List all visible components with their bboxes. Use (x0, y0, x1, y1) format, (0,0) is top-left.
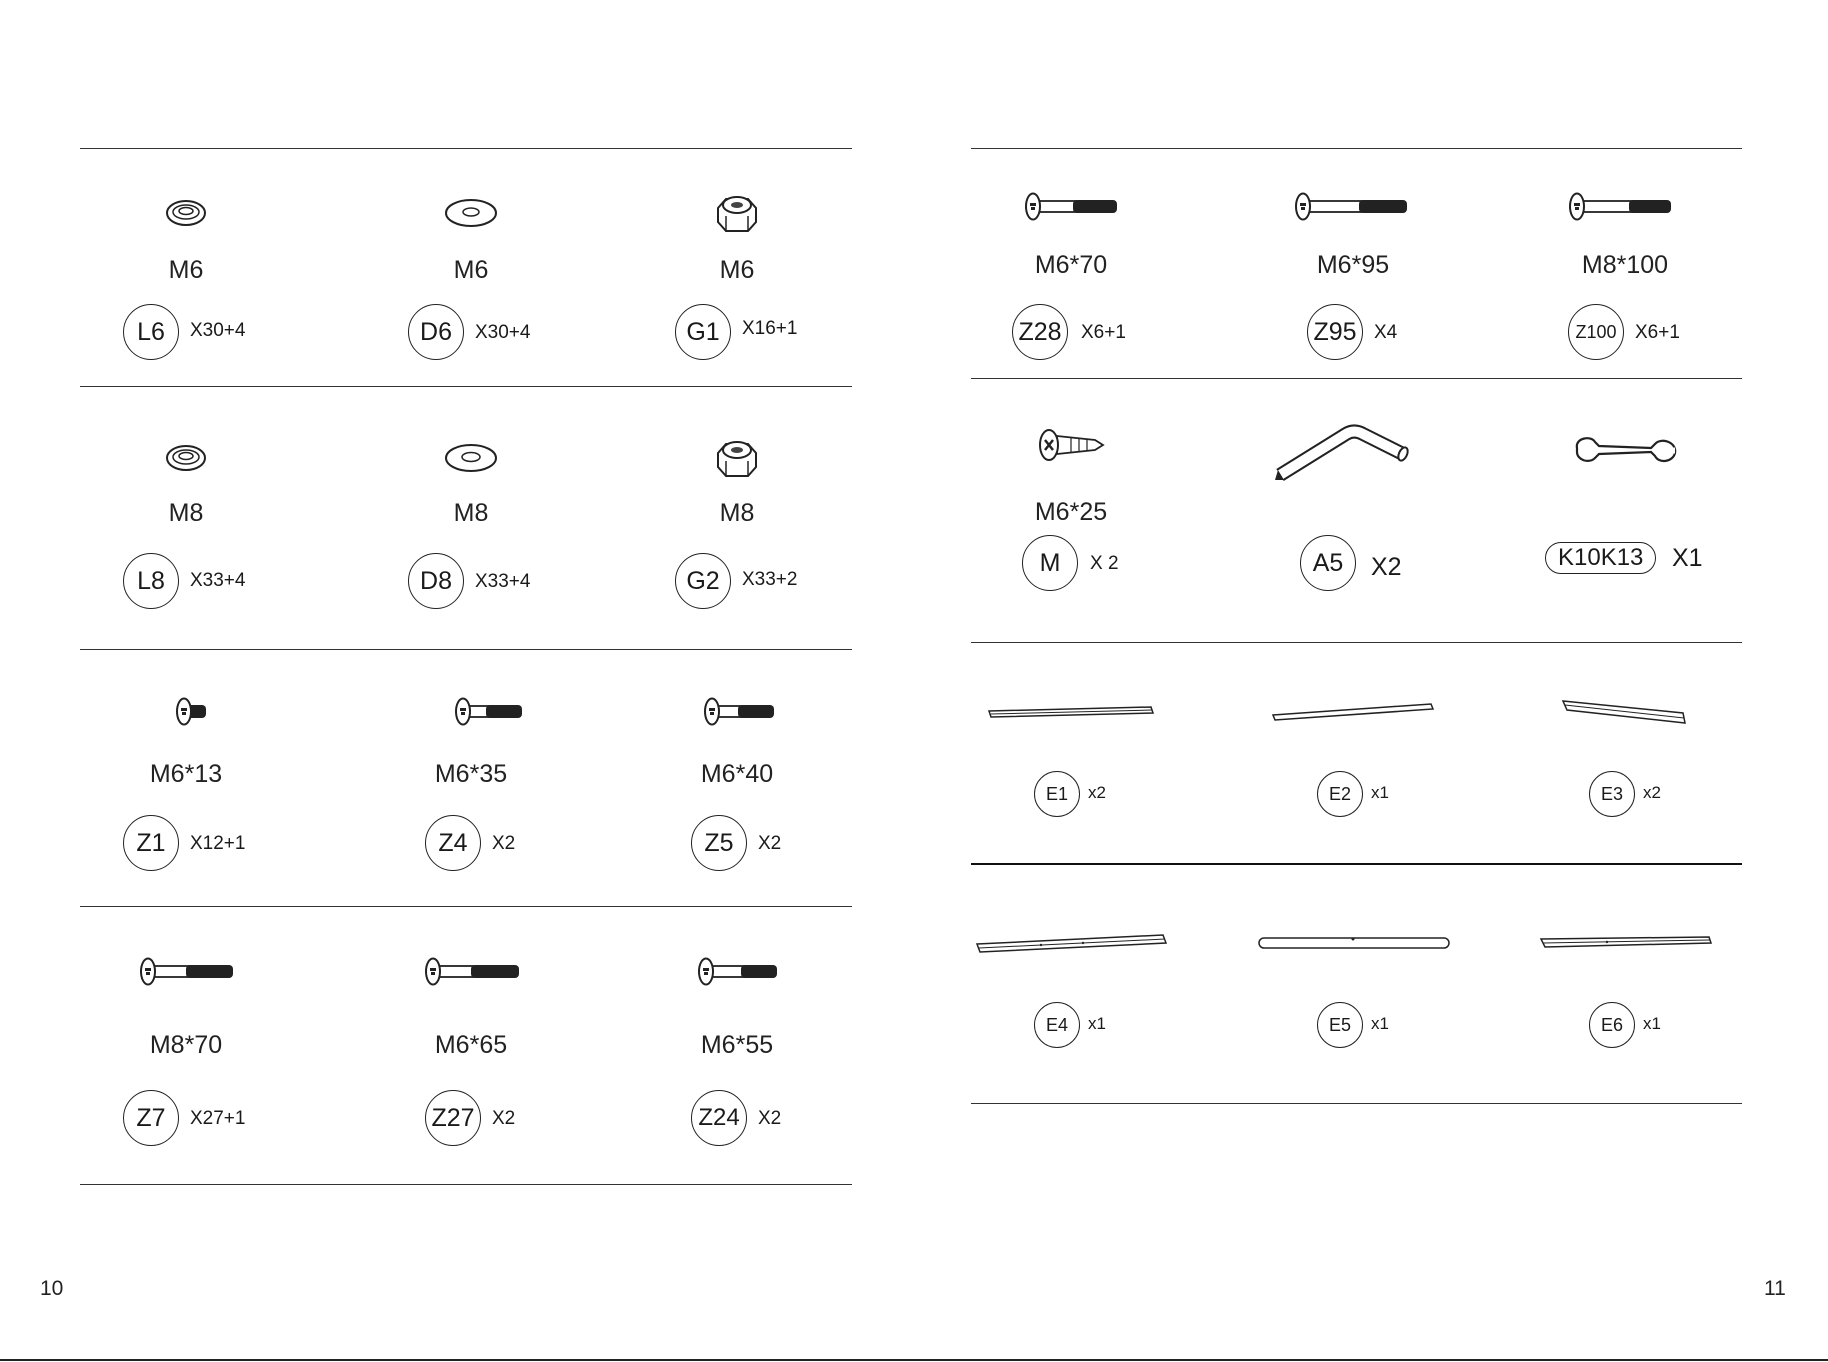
part-k10k13-wrench (1525, 420, 1725, 610)
part-code-badge: Z95 (1307, 304, 1363, 360)
part-quantity: x1 (1371, 783, 1389, 802)
flat-washer-icon (371, 433, 571, 483)
part-z24 (637, 945, 837, 1135)
long-bolt-icon (637, 950, 837, 994)
part-z28 (971, 180, 1171, 370)
part-quantity: X16+1 (742, 318, 798, 339)
part-code-badge: Z1 (123, 815, 179, 871)
part-size: M6*35 (434, 760, 508, 788)
part-code-badge: D6 (408, 304, 464, 360)
lock-nut-icon (637, 186, 837, 240)
right-divider-3 (971, 642, 1742, 643)
part-quantity: X33+4 (190, 570, 246, 591)
part-d6 (371, 180, 571, 370)
part-code-badge: G1 (675, 304, 731, 360)
part-size: M8 (719, 499, 755, 527)
tube-icon (971, 695, 1171, 725)
part-quantity: X2 (758, 1108, 782, 1129)
part-quantity: x1 (1371, 1014, 1389, 1033)
part-quantity: x1 (1088, 1014, 1106, 1033)
flat-washer-icon (371, 188, 571, 238)
part-size: M6*70 (1034, 251, 1108, 279)
part-size: M6*55 (700, 1031, 774, 1059)
part-e1 (971, 685, 1171, 875)
part-e4 (971, 917, 1171, 1107)
part-quantity: X1 (1672, 544, 1703, 572)
part-quantity: X30+4 (190, 320, 246, 341)
part-code-badge: Z7 (123, 1090, 179, 1146)
part-code-badge: Z100 (1568, 304, 1624, 360)
bolt-icon (371, 690, 571, 734)
part-quantity: x2 (1088, 783, 1106, 802)
part-e2 (1253, 685, 1453, 875)
part-code-badge: Z4 (425, 815, 481, 871)
rod-icon (1253, 695, 1453, 725)
right-divider-2 (971, 378, 1742, 379)
part-z27 (371, 945, 571, 1135)
part-code-badge: L8 (123, 553, 179, 609)
part-z5 (637, 685, 837, 875)
page-number-left: 10 (40, 1277, 64, 1300)
part-size: M6 (453, 256, 489, 284)
part-code-badge: Z27 (425, 1090, 481, 1146)
part-code-badge: E1 (1034, 771, 1080, 817)
part-quantity: X6+1 (1081, 322, 1126, 343)
part-size: M6 (168, 256, 204, 284)
part-z95 (1253, 180, 1453, 370)
part-g2 (637, 425, 837, 615)
part-e6 (1525, 917, 1725, 1107)
part-quantity: X27+1 (190, 1108, 246, 1129)
part-code-badge: Z28 (1012, 304, 1068, 360)
part-size: M6*13 (149, 760, 223, 788)
left-divider-2 (80, 386, 852, 387)
wrench-icon (1525, 420, 1725, 480)
spring-washer-icon (86, 433, 286, 483)
part-g1 (637, 180, 837, 370)
part-quantity: X12+1 (190, 833, 246, 854)
part-quantity: X4 (1374, 322, 1398, 343)
part-d8 (371, 425, 571, 615)
short-bolt-icon (86, 690, 286, 734)
part-code-badge: G2 (675, 553, 731, 609)
part-z7 (86, 945, 286, 1135)
part-quantity: X33+4 (475, 571, 531, 592)
part-size: M8*70 (149, 1031, 223, 1059)
part-z4 (371, 685, 571, 875)
part-z100 (1525, 180, 1725, 370)
long-bolt-icon (86, 950, 286, 994)
left-divider-3 (80, 649, 852, 650)
part-code-badge: E2 (1317, 771, 1363, 817)
part-size: M8 (168, 499, 204, 527)
part-quantity: X30+4 (475, 322, 531, 343)
part-quantity: X2 (758, 833, 782, 854)
long-bolt-icon (1525, 185, 1725, 229)
part-quantity: X 2 (1090, 553, 1119, 574)
part-size: M6 (719, 256, 755, 284)
part-size: M6*95 (1316, 251, 1390, 279)
part-e3 (1525, 685, 1725, 875)
part-code-badge: D8 (408, 553, 464, 609)
spring-washer-icon (86, 188, 286, 238)
part-code-badge: M (1022, 535, 1078, 591)
part-quantity: X6+1 (1635, 322, 1680, 343)
part-quantity: X2 (1371, 553, 1402, 581)
long-bolt-icon (971, 185, 1171, 229)
screw-icon (971, 420, 1171, 470)
part-size: M6*40 (700, 760, 774, 788)
part-size: M8*100 (1581, 251, 1669, 279)
right-divider-1 (971, 148, 1742, 149)
part-quantity: X2 (492, 1108, 516, 1129)
left-divider-5 (80, 1184, 852, 1185)
part-quantity: x2 (1643, 783, 1661, 802)
long-bolt-icon (1253, 185, 1453, 229)
part-l6 (86, 180, 286, 370)
part-code-badge: E6 (1589, 1002, 1635, 1048)
bottom-edge-line (0, 1359, 1828, 1361)
part-code-badge: Z24 (691, 1090, 747, 1146)
part-a5-allen-key (1253, 410, 1453, 600)
part-code-badge: L6 (123, 304, 179, 360)
part-code-badge: Z5 (691, 815, 747, 871)
page-number-right: 11 (1764, 1277, 1786, 1300)
lock-nut-icon (637, 431, 837, 485)
part-code-badge: A5 (1300, 535, 1356, 591)
bolt-icon (637, 690, 837, 734)
part-size: M8 (453, 499, 489, 527)
long-tube-icon (971, 927, 1171, 957)
part-size: M6*65 (434, 1031, 508, 1059)
part-code-badge: K10K13 (1545, 542, 1656, 574)
part-m-screw (971, 420, 1171, 610)
angle-bar-icon (1525, 693, 1725, 733)
angle-bar-icon (1525, 927, 1725, 957)
part-code-badge: E5 (1317, 1002, 1363, 1048)
part-quantity: X33+2 (742, 569, 798, 590)
part-z1 (86, 685, 286, 875)
long-bolt-icon (371, 950, 571, 994)
part-size: M6*25 (1034, 498, 1108, 526)
left-divider-1 (80, 148, 852, 149)
allen-key-icon (1253, 410, 1453, 490)
part-code-badge: E4 (1034, 1002, 1080, 1048)
part-e5 (1253, 917, 1453, 1107)
part-code-badge: E3 (1589, 771, 1635, 817)
part-l8 (86, 425, 286, 615)
part-quantity: x1 (1643, 1014, 1661, 1033)
rod-icon (1253, 927, 1453, 957)
part-quantity: X2 (492, 833, 516, 854)
left-divider-4 (80, 906, 852, 907)
